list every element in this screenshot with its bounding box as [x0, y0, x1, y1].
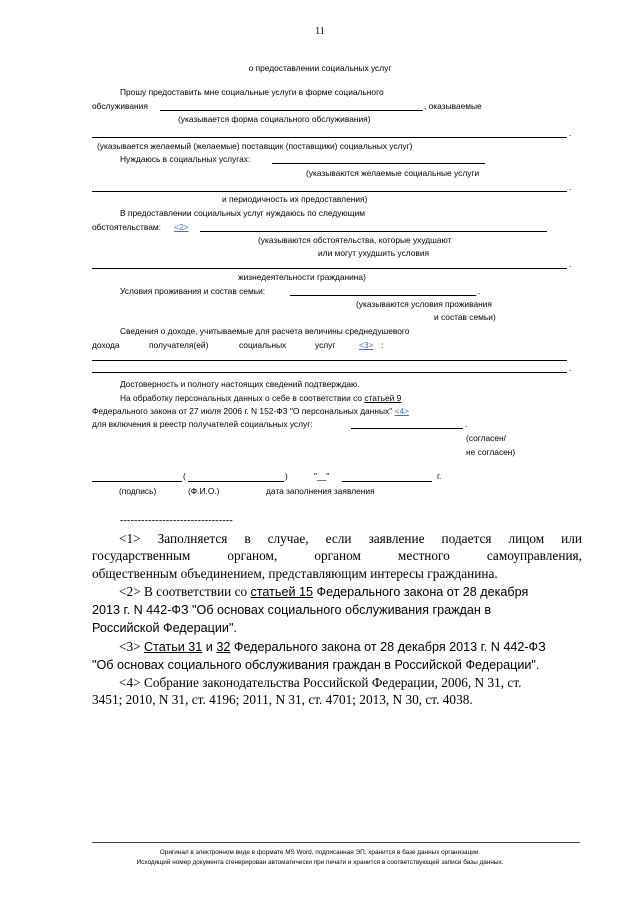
label-signature: (подпись): [119, 486, 157, 496]
consent-blank[interactable]: [351, 428, 463, 429]
period-mark: .: [478, 286, 481, 296]
request-line-2-end: , оказываемые: [424, 101, 482, 111]
footnote-3-link-32[interactable]: 32: [216, 640, 231, 654]
hint-living-2: и состав семьи): [434, 312, 496, 322]
footnote-1-line-1: <1> Заполняется в случае, если заявление подается лицом или: [119, 531, 582, 546]
date-blank[interactable]: [342, 481, 432, 482]
ref-3-link[interactable]: <3>: [359, 340, 374, 350]
income-colon: :: [381, 340, 384, 350]
footnote-2-line-1: <2> В соответствии со статьей 15 Федерального закона от 28 декабря: [119, 584, 529, 599]
hint-living-1: (указываются условия проживания: [356, 299, 492, 309]
income-line-1: Сведения о доходе, учитываемые для расчета величины среднедушевого: [120, 326, 410, 336]
income-word: дохода: [92, 340, 120, 350]
footnote-3-link-31[interactable]: Статьи 31: [143, 640, 203, 654]
year-suffix: г.: [437, 471, 442, 481]
footer-line-1: Оригинал в электронном виде в формате MS Word, подписанная ЭП, хранится в базе данных организации.: [159, 849, 481, 856]
circ-line-1: В предоставлении социальных услуг нуждаюсь по следующим: [120, 208, 366, 218]
agree-option-2: не согласен): [466, 447, 516, 457]
hint-form: (указывается форма социального обслуживания): [178, 114, 371, 124]
hint-services: (указываются желаемые социальные услуги: [306, 168, 480, 178]
income-blank-2[interactable]: [92, 372, 567, 373]
consent-law-link[interactable]: статьей 9: [364, 393, 402, 403]
income-blank[interactable]: [92, 360, 567, 361]
footnote-4-line-1: <4> Собрание законодательства Российской Федерации, 2006, N 31, ст.: [119, 675, 522, 690]
period-mark: .: [569, 363, 572, 373]
footnote-2-line-3: Российской Федерации".: [92, 621, 237, 635]
footnote-separator: --------------------------------: [120, 515, 233, 526]
form-of-service-blank[interactable]: [160, 110, 423, 111]
period-mark: .: [569, 128, 572, 138]
income-word: получателя(ей): [149, 340, 209, 350]
income-word: социальных: [239, 340, 287, 350]
need-label: Нуждаюсь в социальных услугах:: [120, 154, 251, 164]
hint-circ-2: или могут ухудшить условия: [318, 248, 430, 258]
confirm-text: Достоверность и полноту настоящих сведений подтверждаю.: [120, 379, 360, 389]
ref-4-link[interactable]: <4>: [394, 406, 409, 416]
circumstances-blank-2[interactable]: [92, 268, 567, 269]
period-mark: .: [569, 182, 572, 192]
footnote-1-line-2: государственным органом, органом местного самоуправления,: [92, 548, 582, 563]
footer-divider: [92, 842, 580, 843]
period-mark: .: [465, 419, 468, 429]
bracket-close: ): [285, 471, 288, 481]
consent-line-2: Федерального закона от 27 июля 2006 г. N 152-ФЗ "О персональных данных" <4>: [92, 406, 409, 416]
provider-blank[interactable]: [92, 137, 567, 138]
footnote-4-line-2: 3451; 2010, N 31, ст. 4196; 2011, N 31, ст. 4701; 2013, N 30, ст. 4038.: [92, 692, 473, 707]
page-number: 11: [315, 26, 325, 37]
living-label: Условия проживания и состав семьи:: [120, 286, 266, 296]
date-day-blank[interactable]: "__": [314, 471, 330, 481]
ref-2-link[interactable]: <2>: [174, 222, 189, 232]
hint-circ-1: (указываются обстоятельства, которые ухудшают: [258, 235, 452, 245]
page-title: о предоставлении социальных услуг: [248, 63, 392, 73]
hint-periodicity: и периодичность их предоставления): [222, 194, 368, 204]
footnote-2-law-link[interactable]: статьей 15: [250, 585, 314, 599]
agree-option-1: (согласен/: [466, 433, 506, 443]
services-blank[interactable]: [272, 163, 485, 164]
footnote-3-line-2: "Об основах социального обслуживания граждан в Российской Федерации".: [92, 658, 540, 672]
hint-provider: (указывается желаемый (желаемые) поставщик (поставщики) социальных услуг): [97, 141, 413, 151]
fio-blank[interactable]: [188, 481, 284, 482]
footnote-3-line-1: <3> Статьи 31 и 32 Федерального закона от 28 декабря 2013 г. N 442-ФЗ: [119, 639, 546, 654]
period-mark: .: [569, 259, 572, 269]
request-line-1: Прошу предоставить мне социальные услуги в форме социального: [120, 87, 384, 97]
bracket-open: (: [183, 471, 186, 481]
circ-line-2: обстоятельствам:: [92, 222, 161, 232]
label-date: дата заполнения заявления: [266, 486, 375, 496]
footnote-1-line-3: общественным объединением, представляющим интересы гражданина.: [92, 566, 498, 581]
income-word: услуг: [315, 340, 336, 350]
consent-line-3: для включения в реестр получателей социальных услуг:: [92, 419, 313, 429]
consent-line-1: На обработку персональных данных о себе в соответствии со статьей 9: [120, 393, 402, 403]
label-fio: (Ф.И.О.): [188, 486, 220, 496]
footer-line-2: Исходящий номер документа сгенерирован автоматически при печати и хранится в соответствующей записи базы данных.: [136, 859, 504, 866]
request-line-2-start: обслуживания: [92, 101, 148, 111]
services-blank-2[interactable]: [92, 191, 567, 192]
signature-blank[interactable]: [92, 481, 182, 482]
hint-circ-3: жизнедеятельности гражданина): [238, 272, 366, 282]
circumstances-blank[interactable]: [200, 231, 547, 232]
footnote-2-line-2: 2013 г. N 442-ФЗ "Об основах социального обслуживания граждан в: [92, 603, 492, 617]
living-blank[interactable]: [290, 295, 476, 296]
